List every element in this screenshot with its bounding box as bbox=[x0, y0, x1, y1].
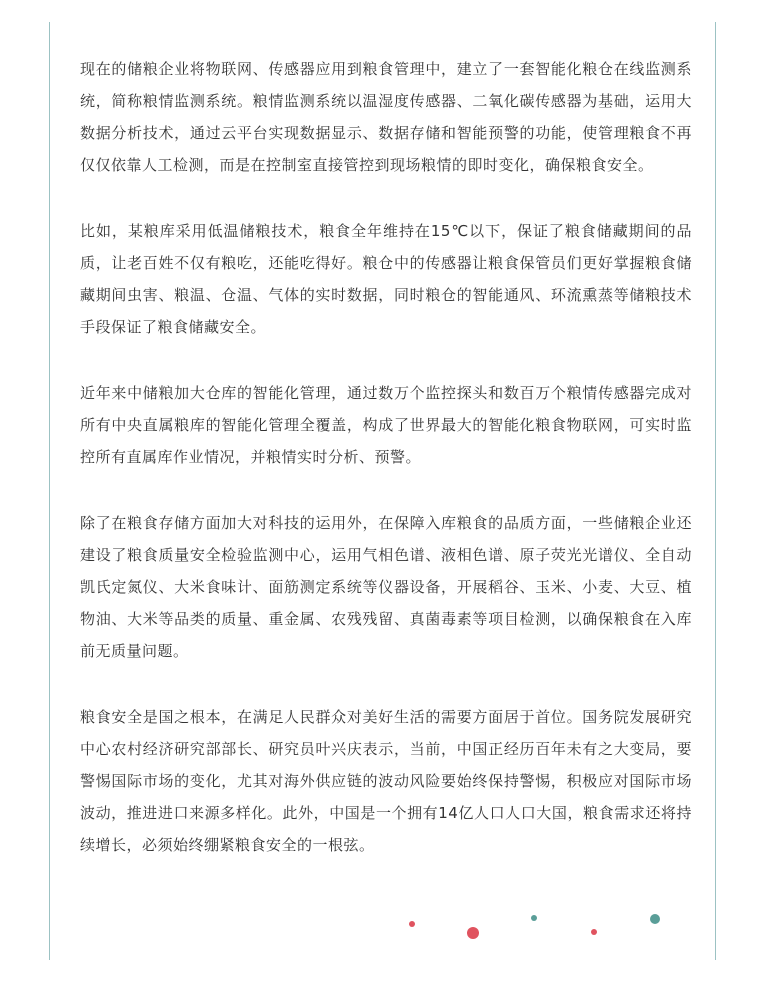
decorative-dot bbox=[650, 914, 660, 924]
paragraph-5: 粮食安全是国之根本，在满足人民群众对美好生活的需要方面居于首位。国务院发展研究中心农村经济研究部部长、研究员叶兴庆表示，当前，中国正经历百年未有之大变局，要警惕国际市场的变化，尤其对海外供应链的波动风险要始终保持警惕，积极应对国际市场波动，推进进口来源多样化。此外，中国是一个拥有14亿人口人口大国，粮食需求还将持续增长，必须始终绷紧粮食安全的一根弦。 bbox=[80, 708, 692, 854]
paragraph-2: 比如，某粮库采用低温储粮技术，粮食全年维持在15℃以下，保证了粮食储藏期间的品质，让老百姓不仅有粮吃，还能吃得好。粮仓中的传感器让粮食保管员们更好掌握粮食储藏期间虫害、粮温、仓温、气体的实时数据，同时粮仓的智能通风、环流熏蒸等储粮技术手段保证了粮食储藏安全。 bbox=[80, 222, 692, 336]
left-frame-line bbox=[49, 22, 50, 960]
decorative-dot bbox=[409, 921, 415, 927]
paragraph-4: 除了在粮食存储方面加大对科技的运用外，在保障入库粮食的品质方面，一些储粮企业还建设了粮食质量安全检验监测中心，运用气相色谱、液相色谱、原子荧光光谱仪、全自动凯氏定氮仪、大米食味计、面筋测定系统等仪器设备，开展稻谷、玉米、小麦、大豆、植物油、大米等品类的质量、重金属、农残残留、真菌毒素等项目检测，以确保粮食在入库前无质量问题。 bbox=[80, 514, 692, 660]
right-frame-line bbox=[715, 22, 716, 960]
decorative-dot bbox=[467, 927, 479, 939]
paragraph-3: 近年来中储粮加大仓库的智能化管理，通过数万个监控探头和数百万个粮情传感器完成对所有中央直属粮库的智能化管理全覆盖，构成了世界最大的智能化粮食物联网，可实时监控所有直属库作业情况，并粮情实时分析、预警。 bbox=[80, 384, 692, 466]
decorative-dot bbox=[531, 915, 537, 921]
paragraph-1: 现在的储粮企业将物联网、传感器应用到粮食管理中，建立了一套智能化粮仓在线监测系统，简称粮情监测系统。粮情监测系统以温湿度传感器、二氧化碳传感器为基础，运用大数据分析技术，通过云平台实现数据显示、数据存储和智能预警的功能，使管理粮食不再仅仅依靠人工检测，而是在控制室直接管控到现场粮情的即时变化，确保粮食安全。 bbox=[80, 60, 692, 174]
decorative-dot bbox=[591, 929, 597, 935]
article-body bbox=[80, 53, 692, 895]
